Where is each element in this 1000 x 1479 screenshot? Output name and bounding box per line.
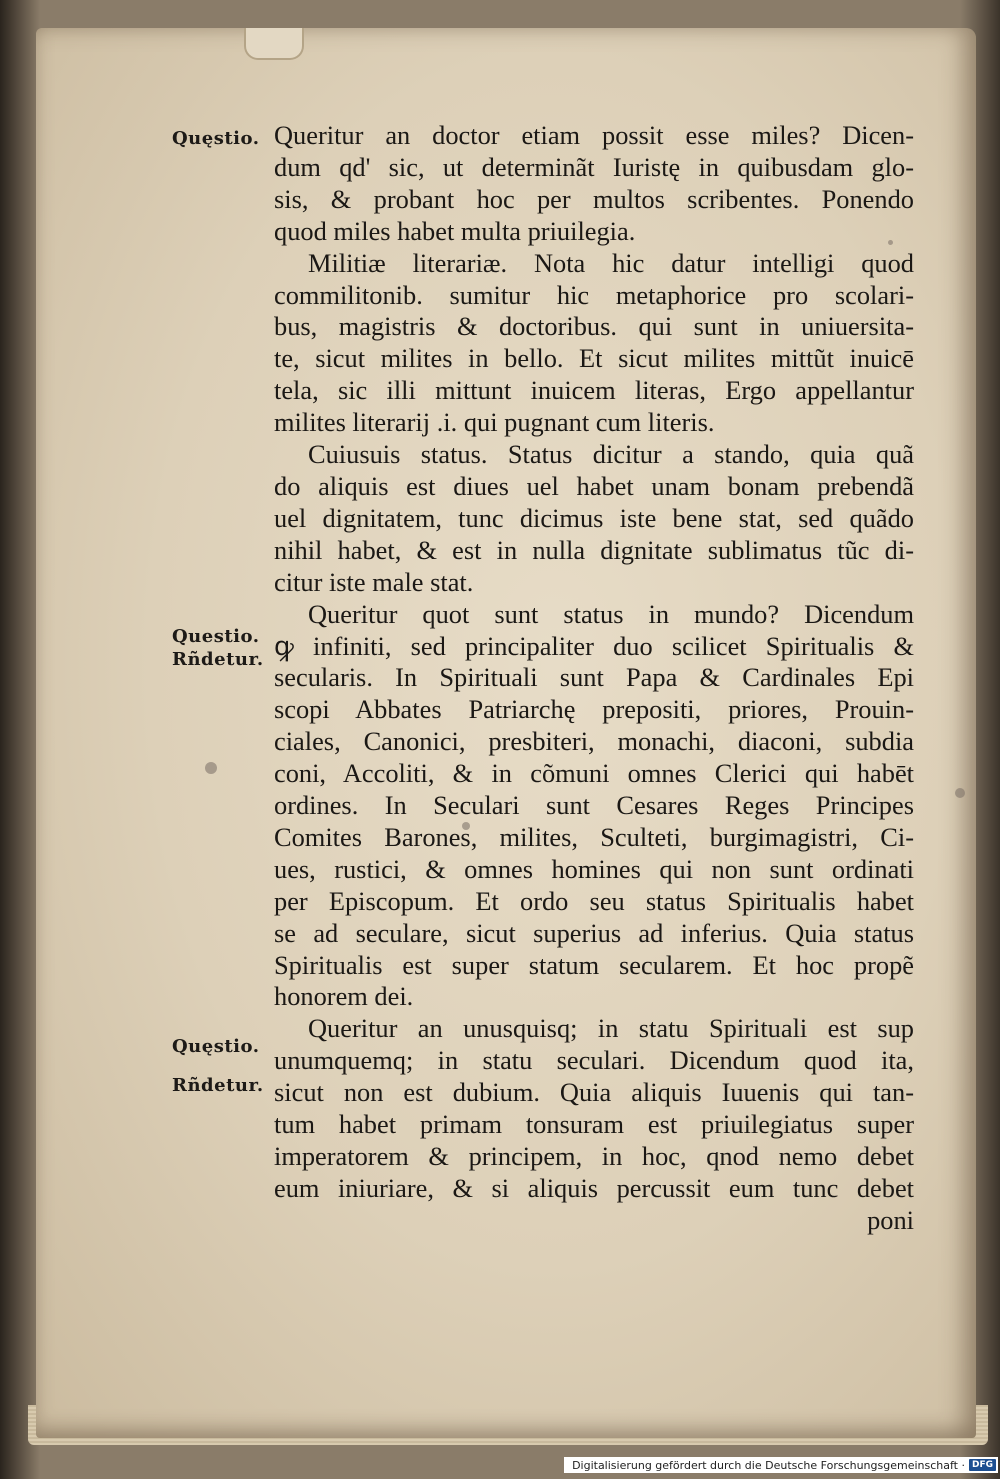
body-text bbox=[274, 120, 914, 1237]
margin-note-questio: Quęstio. bbox=[172, 128, 260, 149]
margin-note-rndetur: Rñdetur. bbox=[172, 649, 264, 670]
margin-note-questio: Quęstio. bbox=[172, 1036, 260, 1057]
text-line: Spiritualis est super statum secularem. Et hoc propẽ bbox=[274, 949, 914, 980]
digitization-credit bbox=[564, 1457, 998, 1473]
text-line: honorem dei. bbox=[274, 981, 414, 1012]
text-line: Queritur an unusquisq; in statu Spirituali est sup bbox=[308, 1013, 914, 1044]
text-line: uel dignitatem, tunc dicimus iste bene stat, sed quãdo bbox=[274, 502, 914, 533]
text-line: tela, sic illi mittunt inuicem literas, Ergo appellantur bbox=[274, 375, 914, 406]
text-line: Cuiusuis status. Status dicitur a stando, quia quã bbox=[308, 439, 914, 470]
text-line: tum habet primam tonsuram est priuilegiatus super bbox=[274, 1109, 914, 1140]
catchword: poni bbox=[867, 1204, 914, 1235]
credit-text: Digitalisierung gefördert durch die Deutsche Forschungsgemeinschaft · bbox=[572, 1458, 965, 1472]
text-line: do aliquis est diues uel habet unam bonam prebendã bbox=[274, 470, 914, 501]
text-line: unumquemq; in statu seculari. Dicendum quod ita, bbox=[274, 1045, 914, 1076]
text-line: citur iste male stat. bbox=[274, 566, 474, 597]
text-line: milites literarij .i. qui pugnant cum literis. bbox=[274, 407, 715, 438]
stain-mark bbox=[955, 788, 965, 798]
text-line: ꝙ infiniti, sed principaliter duo scilicet Spiritualis & bbox=[274, 630, 914, 661]
text-line: se ad seculare, sicut superius ad inferius. Quia status bbox=[274, 917, 914, 948]
text-line: bus, magistris & doctoribus. qui sunt in uniuersita- bbox=[274, 311, 914, 342]
text-line: sis, & probant hoc per multos scribentes. Ponendo bbox=[274, 183, 914, 214]
text-line: dum qd' sic, ut determinãt Iuristę in quibusdam glo- bbox=[274, 151, 914, 182]
text-line: quod miles habet multa priuilegia. bbox=[274, 215, 636, 246]
text-line: nihil habet, & est in nulla dignitate sublimatus tũc di- bbox=[274, 534, 914, 565]
text-line: ciales, Canonici, presbiteri, monachi, diaconi, subdia bbox=[274, 726, 914, 757]
text-line: commilitonib. sumitur hic metaphorice pro scolari- bbox=[274, 279, 914, 310]
text-line: sicut non est dubium. Quia aliquis Iuuenis qui tan- bbox=[274, 1077, 914, 1108]
text-line: ordines. In Seculari sunt Cesares Reges Principes bbox=[274, 790, 914, 821]
text-line: coni, Accoliti, & in cõmuni omnes Clerici qui habēt bbox=[274, 758, 914, 789]
text-line: te, sicut milites in bello. Et sicut milites mittũt inuicē bbox=[274, 343, 914, 374]
text-line: scopi Abbates Patriarchę prepositi, priores, Prouin- bbox=[274, 694, 914, 725]
stain-mark bbox=[205, 762, 217, 774]
dfg-logo-icon: DFG bbox=[969, 1459, 996, 1471]
text-line: Militiæ literariæ. Nota hic datur intelligi quod bbox=[308, 247, 914, 278]
text-line: ues, rustici, & omnes homines qui non sunt ordinati bbox=[274, 853, 914, 884]
text-line: Queritur an doctor etiam possit esse miles? Dicen- bbox=[274, 120, 914, 150]
text-line: Queritur quot sunt status in mundo? Dicendum bbox=[308, 598, 914, 629]
page-clip bbox=[244, 28, 304, 60]
margin-note-rndetur: Rñdetur. bbox=[172, 1075, 264, 1096]
text-line: per Episcopum. Et ordo seu status Spiritualis habet bbox=[274, 885, 914, 916]
margin-note-questio: Questio. bbox=[172, 626, 260, 647]
text-line: Comites Barones, milites, Sculteti, burgimagistri, Ci- bbox=[274, 821, 914, 852]
text-line: secularis. In Spirituali sunt Papa & Cardinales Epi bbox=[274, 662, 914, 693]
text-line: eum iniuriare, & si aliquis percussit eum tunc debet bbox=[274, 1172, 914, 1203]
text-line: imperatorem & principem, in hoc, qnod nemo debet bbox=[274, 1141, 914, 1171]
